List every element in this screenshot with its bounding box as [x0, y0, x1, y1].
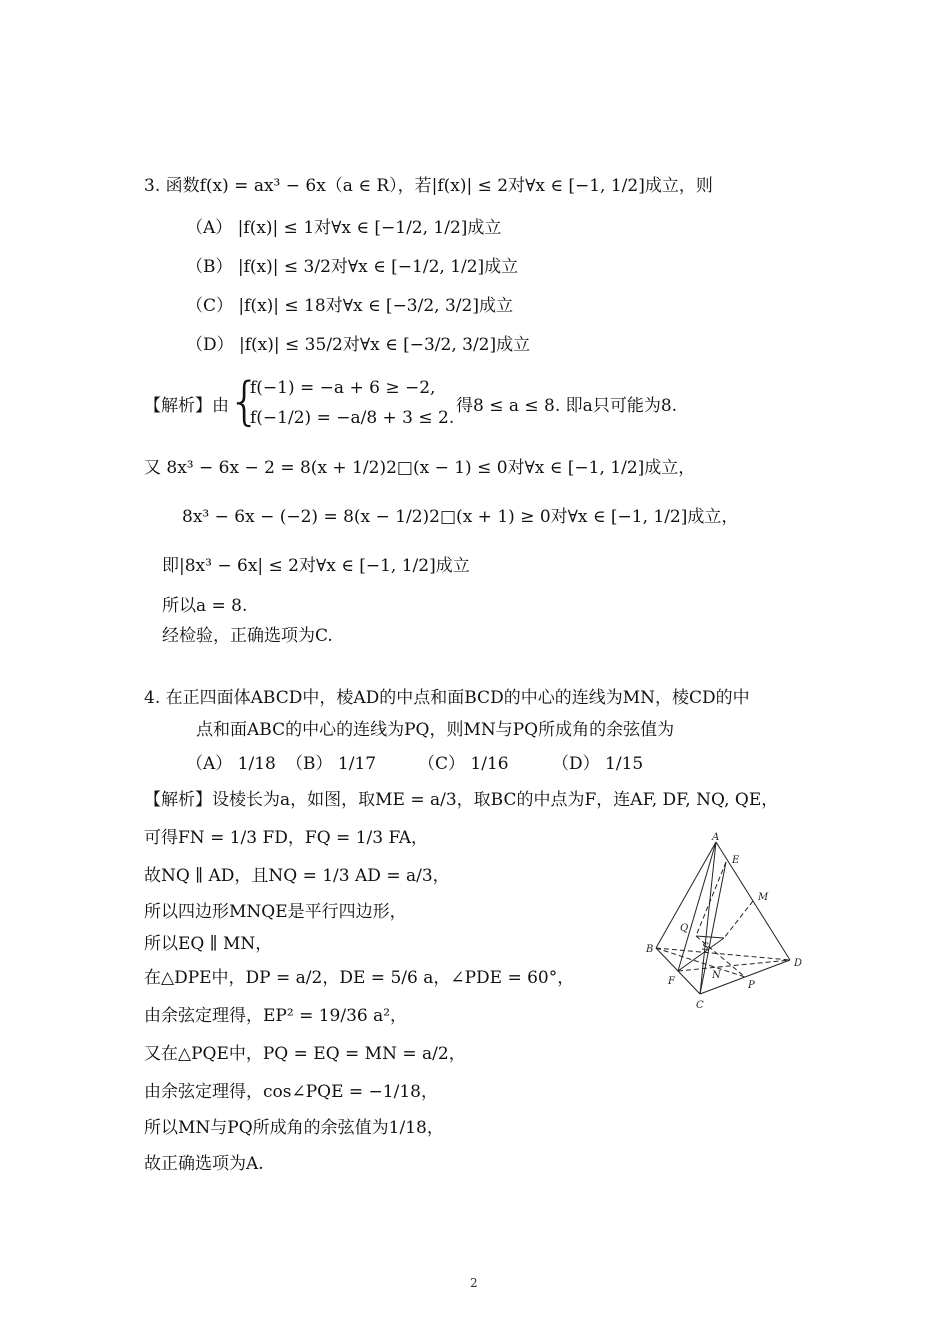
q3-option-b: （B） |f(x)| ≤ 3/2对∀x ∈ [−1/2, 1/2]成立	[186, 257, 519, 277]
label-m: M	[758, 892, 769, 903]
label-e: E	[732, 855, 740, 866]
q3-option-c: （C） |f(x)| ≤ 18对∀x ∈ [−3/2, 3/2]成立	[186, 296, 513, 316]
label-d: D	[794, 958, 803, 969]
q4-analysis-line-6: 在△DPE中，DP = a/2，DE = 5/6 a，∠PDE = 60°，	[144, 968, 575, 988]
label-s: S	[702, 942, 709, 953]
label-a: A	[712, 832, 720, 843]
system-brace: {	[228, 372, 262, 432]
q4-stem-2: 点和面ABC的中心的连线为PQ，则MN与PQ所成角的余弦值为	[196, 720, 675, 740]
q3-system-line-1: f(−1) = −a + 6 ≥ −2,	[250, 378, 436, 398]
label-q: Q	[680, 923, 689, 934]
label-f: F	[668, 976, 675, 987]
q4-option-b: （B） 1/17	[286, 754, 377, 774]
q4-option-a: （A） 1/18	[186, 754, 276, 774]
tetrahedron-diagram	[640, 832, 820, 1022]
q3-line-5: 经检验，正确选项为C.	[162, 626, 333, 646]
q3-line-4: 所以a = 8.	[162, 596, 248, 616]
q4-option-c: （C） 1/16	[418, 754, 509, 774]
q4-analysis-line-5: 所以EQ ∥ MN，	[144, 934, 273, 954]
label-p: P	[748, 980, 755, 991]
q4-analysis-line-10: 所以MN与PQ所成角的余弦值为1/18，	[144, 1118, 444, 1138]
q3-option-a: （A） |f(x)| ≤ 1对∀x ∈ [−1/2, 1/2]成立	[186, 218, 502, 238]
q3-analysis-label: 【解析】由	[144, 396, 229, 416]
q4-analysis-line-1: 【解析】设棱长为a，如图，取ME = a/3，取BC的中点为F，连AF, DF, NQ, QE，	[144, 790, 779, 810]
q4-analysis-line-7: 由余弦定理得，EP² = 19/36 a²，	[144, 1006, 408, 1026]
q3-line-1: 又 8x³ − 6x − 2 = 8(x + 1/2)2□(x − 1) ≤ 0对∀x ∈ [−1, 1/2]成立，	[144, 458, 696, 478]
q4-analysis-line-11: 故正确选项为A.	[144, 1154, 264, 1174]
label-n: N	[712, 970, 721, 981]
q3-line-2: 8x³ − 6x − (−2) = 8(x − 1/2)2□(x + 1) ≥ 0对∀x ∈ [−1, 1/2]成立，	[182, 507, 739, 527]
q4-analysis-line-4: 所以四边形MNQE是平行四边形，	[144, 902, 407, 922]
q4-option-d: （D） 1/15	[552, 754, 644, 774]
q4-stem-1: 4. 在正四面体ABCD中，棱AD的中点和面BCD的中心的连线为MN，棱CD的中	[144, 688, 750, 708]
q3-line-3: 即|8x³ − 6x| ≤ 2对∀x ∈ [−1, 1/2]成立	[162, 556, 470, 576]
page-number: 2	[470, 1276, 478, 1290]
q3-system-line-2: f(−1/2) = −a/8 + 3 ≤ 2.	[250, 408, 455, 428]
label-c: C	[696, 1000, 704, 1011]
q4-analysis-line-2: 可得FN = 1/3 FD，FQ = 1/3 FA，	[144, 828, 429, 848]
q4-analysis-line-3: 故NQ ∥ AD，且NQ = 1/3 AD = a/3，	[144, 866, 450, 886]
q3-analysis-result: 得8 ≤ a ≤ 8. 即a只可能为8.	[456, 396, 678, 416]
q4-analysis-line-8: 又在△PQE中，PQ = EQ = MN = a/2，	[144, 1044, 466, 1064]
q3-stem: 3. 函数f(x) = ax³ − 6x（a ∈ R），若|f(x)| ≤ 2对∀x ∈ [−1, 1/2]成立，则	[144, 176, 713, 196]
q3-option-d: （D） |f(x)| ≤ 35/2对∀x ∈ [−3/2, 3/2]成立	[186, 335, 531, 355]
label-b: B	[646, 944, 654, 955]
q4-analysis-line-9: 由余弦定理得，cos∠PQE = −1/18，	[144, 1082, 438, 1102]
